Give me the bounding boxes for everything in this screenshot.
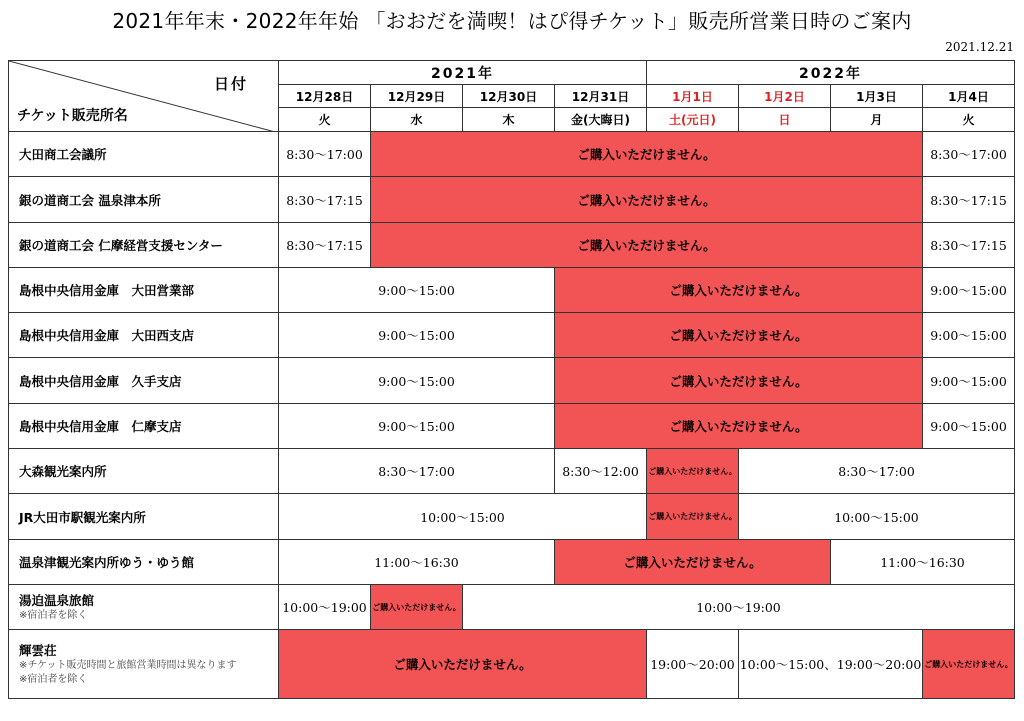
hours-cell: 11:00〜16:30 — [279, 540, 555, 585]
shop-name-cell — [9, 585, 279, 630]
closed-cell: ご購入いただけません。 — [371, 585, 463, 630]
weekday-header-cell: 金(大晦日) — [555, 108, 647, 132]
shop-name: 銀の道商工会 仁摩経営支援センター — [19, 238, 223, 253]
table-row — [9, 223, 1015, 268]
hours-cell: 9:00〜15:00 — [923, 268, 1015, 313]
table-row — [9, 494, 1015, 540]
hours-cell: 8:30〜17:15 — [923, 177, 1015, 223]
shop-note: ※宿泊者を除く — [19, 674, 88, 685]
hours-cell: 9:00〜15:00 — [279, 404, 555, 449]
weekday-header-cell: 火 — [279, 108, 371, 132]
table-row — [9, 132, 1015, 177]
weekday-header-cell: 土(元日) — [647, 108, 739, 132]
table-row — [9, 449, 1015, 494]
closed-cell: ご購入いただけません。 — [555, 268, 923, 313]
hours-cell: 8:30〜17:00 — [923, 132, 1015, 177]
table-row — [9, 268, 1015, 313]
weekday-header-cell: 月 — [831, 108, 923, 132]
shop-name: 温泉津観光案内所ゆう・ゆう館 — [19, 555, 195, 570]
table-row — [9, 630, 1015, 699]
closed-cell: ご購入いただけません。 — [371, 223, 923, 268]
date-header-cell: 1月3日 — [831, 85, 923, 108]
date-header-cell: 1月2日 — [739, 85, 831, 108]
table-row — [9, 313, 1015, 358]
date-header-cell: 12月29日 — [371, 85, 463, 108]
date-header-cell: 12月28日 — [279, 85, 371, 108]
closed-cell: ご購入いただけません。 — [647, 494, 739, 540]
schedule-table — [8, 60, 1015, 699]
table-row — [9, 585, 1015, 630]
shop-name: 島根中央信用金庫 大田西支店 — [19, 328, 195, 343]
closed-cell: ご購入いただけません。 — [279, 630, 647, 699]
weekday-header-cell: 火 — [923, 108, 1015, 132]
shop-name: 湯迫温泉旅館 — [19, 593, 95, 608]
year-2022-header: 2022年 — [647, 61, 1015, 85]
shop-name-cell — [9, 630, 279, 699]
shop-name: JR大田市駅観光案内所 — [19, 509, 146, 525]
closed-cell: ご購入いただけません。 — [923, 630, 1015, 699]
closed-cell: ご購入いただけません。 — [555, 404, 923, 449]
year-2021-header: 2021年 — [279, 61, 647, 85]
hours-cell: 9:00〜15:00 — [279, 313, 555, 358]
hours-cell: 9:00〜15:00 — [279, 268, 555, 313]
shop-name-cell — [9, 358, 279, 404]
date-header-cell: 1月1日 — [647, 85, 739, 108]
hours-cell: 8:30〜17:00 — [279, 132, 371, 177]
closed-cell: ご購入いただけません。 — [371, 177, 923, 223]
hours-cell: 8:30〜17:00 — [279, 449, 555, 494]
shop-name-cell — [9, 494, 279, 540]
weekday-header-cell: 日 — [739, 108, 831, 132]
issue-date: 2021.12.21 — [945, 40, 1014, 54]
hours-cell: 9:00〜15:00 — [923, 404, 1015, 449]
hours-cell: 8:30〜17:15 — [279, 223, 371, 268]
hours-cell: 8:30〜12:00 — [555, 449, 647, 494]
closed-cell: ご購入いただけません。 — [555, 358, 923, 404]
hours-cell: 8:30〜17:00 — [739, 449, 1015, 494]
hours-cell: 9:00〜15:00 — [279, 358, 555, 404]
table-row — [9, 404, 1015, 449]
shop-name-cell — [9, 313, 279, 358]
shop-header-label: チケット販売所名 — [17, 108, 128, 124]
hours-cell: 11:00〜16:30 — [831, 540, 1015, 585]
table-row — [9, 177, 1015, 223]
page-title: 2021年年末・2022年年始 「おおだを満喫！はぴ得チケット」販売所営業日時のご案内 — [112, 9, 912, 33]
table-row — [9, 540, 1015, 585]
date-header-cell: 1月4日 — [923, 85, 1015, 108]
hours-cell: 8:30〜17:15 — [923, 223, 1015, 268]
shop-name-cell — [9, 449, 279, 494]
date-header-cell: 12月30日 — [463, 85, 555, 108]
shop-name: 大森観光案内所 — [19, 464, 107, 479]
hours-cell: 10:00〜15:00、19:00〜20:00 — [739, 630, 923, 699]
hours-cell: 10:00〜19:00 — [279, 585, 371, 630]
shop-name: 銀の道商工会 温泉津本所 — [19, 192, 161, 208]
hours-cell: 10:00〜15:00 — [739, 494, 1015, 540]
shop-name-cell — [9, 132, 279, 177]
weekday-header-cell: 木 — [463, 108, 555, 132]
shop-name: 大田商工会議所 — [19, 147, 107, 162]
weekday-header-cell: 水 — [371, 108, 463, 132]
shop-name: 島根中央信用金庫 大田営業部 — [19, 283, 195, 298]
hours-cell: 9:00〜15:00 — [923, 358, 1015, 404]
closed-cell: ご購入いただけません。 — [647, 449, 739, 494]
shop-name-cell — [9, 268, 279, 313]
hours-cell: 10:00〜19:00 — [463, 585, 1015, 630]
hours-cell: 19:00〜20:00 — [647, 630, 739, 699]
date-header-cell: 12月31日 — [555, 85, 647, 108]
shop-name-cell — [9, 540, 279, 585]
closed-cell: ご購入いただけません。 — [555, 313, 923, 358]
shop-note: ※宿泊者を除く — [19, 610, 88, 621]
shop-name: 島根中央信用金庫 久手支店 — [19, 373, 182, 389]
hours-cell: 10:00〜15:00 — [279, 494, 647, 540]
shop-name-cell — [9, 404, 279, 449]
closed-cell: ご購入いただけません。 — [555, 540, 831, 585]
header-corner-cell — [9, 61, 279, 132]
shop-name: 島根中央信用金庫 仁摩支店 — [19, 419, 182, 434]
hours-cell: 8:30〜17:15 — [279, 177, 371, 223]
shop-name: 輝雲荘 — [19, 643, 57, 658]
shop-name-cell — [9, 177, 279, 223]
shop-name-cell — [9, 223, 279, 268]
hours-cell: 9:00〜15:00 — [923, 313, 1015, 358]
table-row — [9, 358, 1015, 404]
date-header-label: 日付 — [213, 75, 248, 93]
shop-note: ※チケット販売時間と旅館営業時間は異なります — [19, 660, 237, 671]
closed-cell: ご購入いただけません。 — [371, 132, 923, 177]
